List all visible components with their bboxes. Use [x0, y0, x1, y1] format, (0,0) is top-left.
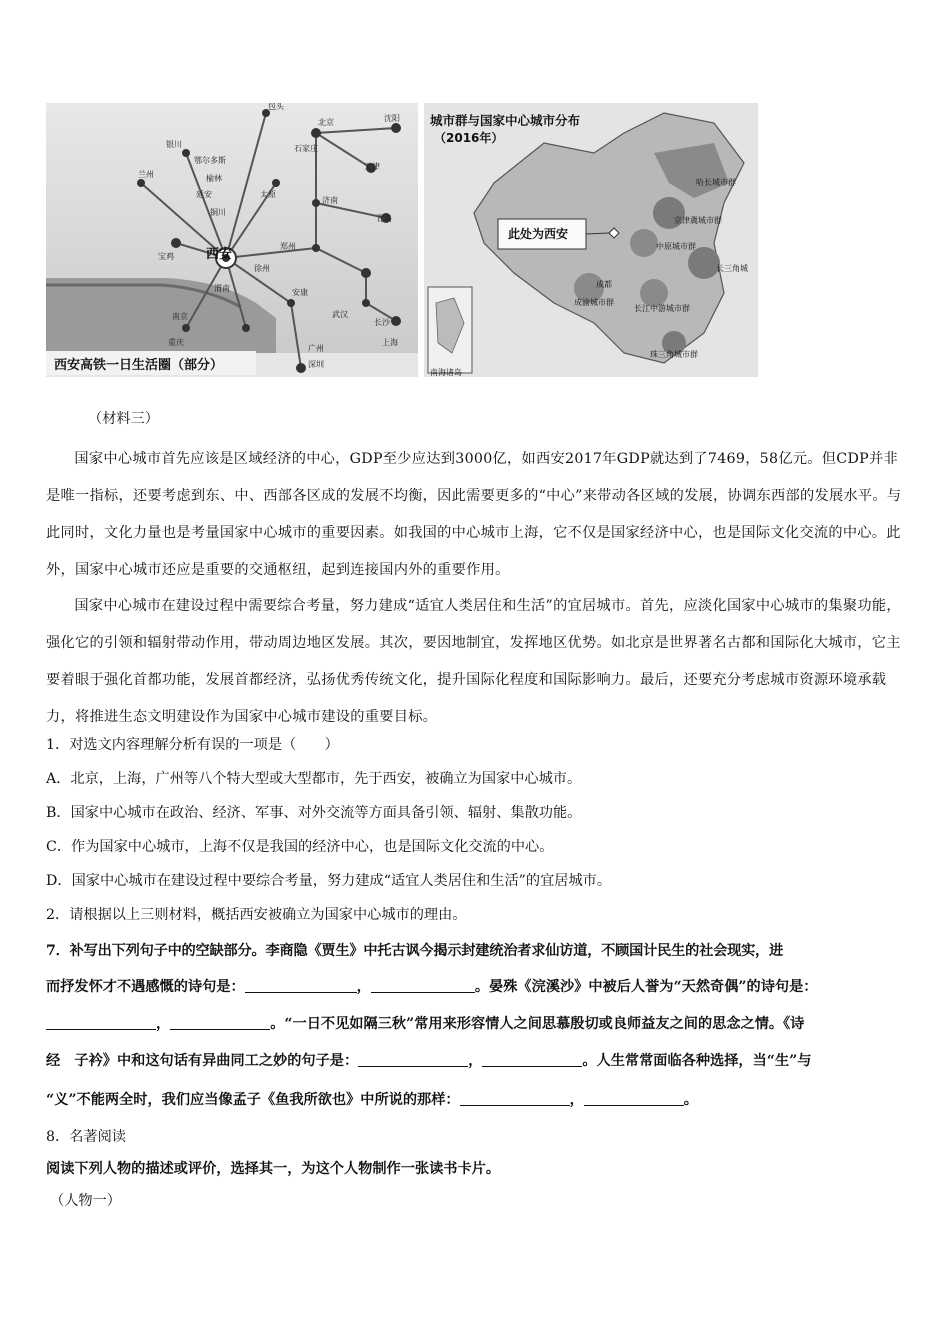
rail-map-city-label: 青岛	[376, 214, 392, 223]
rail-map-city-label: 上海	[382, 338, 398, 347]
rail-map-city-label: 深圳	[308, 360, 324, 369]
answer-blank-4[interactable]	[170, 1015, 270, 1030]
q7-prompt-3: 。“一日不见如隔三秋”常用来形容情人之间思慕殷切或良师益友之间的思念之情。《诗	[270, 1016, 805, 1032]
q8-subheading: （人物一）	[50, 1193, 121, 1209]
q8-instruction: 阅读下列人物的描述或评价，选择其一，为这个人物制作一张读书卡片。	[46, 1161, 501, 1177]
rail-map-city-label: 榆林	[206, 174, 222, 183]
rail-map-city-label: 安康	[292, 288, 308, 297]
answer-blank-2[interactable]	[371, 978, 475, 993]
rail-map-city-label: 沈阳	[384, 114, 400, 123]
map-region-label: 哈长城市群	[696, 178, 736, 187]
rail-map-city-label: 郑州	[280, 242, 296, 251]
answer-blank-3[interactable]	[46, 1015, 156, 1030]
answer-blank-8[interactable]	[584, 1091, 684, 1106]
q8-title: 8．名著阅读	[46, 1129, 126, 1145]
rail-map-city-label: 兰州	[138, 170, 154, 179]
rail-map-city-label: 重庆	[168, 338, 184, 347]
map-region-label: 南海诸岛	[430, 368, 462, 377]
paragraph-2: 国家中心城市在建设过程中需要综合考量，努力建成“适宜人类居住和生活”的宜居城市。首先，应淡化国家中心城市的集聚功能，强化它的引领和辐射带动作用，带动周边地区发展。其次，要因地制宜，发挥地区优势。如北京是世界著名古都和国际化大城市，它主要着眼于强化首都功能，发展首都经济，弘扬优秀传统文化，提升国际化程度和国际影响力。最后，还要充分考虑城市资源环境承载力，将推进生态文明建设作为国家中心城市建设的重要目标。	[46, 598, 901, 725]
map-region-label: 成渝城市群	[574, 298, 614, 307]
q1-option-c: C．作为国家中心城市，上海不仅是我国的经济中心，也是国际文化交流的中心。	[46, 839, 554, 855]
rail-map-city-label: 铜川	[210, 208, 226, 217]
rail-map-city-label: 长沙	[374, 318, 390, 327]
q7-prompt-1: 而抒发怀才不遇感慨的诗句是：	[46, 979, 245, 995]
comma: ，	[156, 1016, 171, 1032]
answer-blank-6[interactable]	[482, 1052, 582, 1067]
q7-prompt-5: 。人生常常面临各种选择，当“生”与	[582, 1053, 812, 1069]
center-city-label: 西安	[206, 247, 233, 262]
map-year: （2016年）	[434, 131, 504, 145]
rail-map-caption: 西安高铁一日生活圈（部分）	[54, 358, 224, 373]
answer-blank-1[interactable]	[245, 978, 357, 993]
period: 。	[683, 1092, 698, 1108]
map-region-label: 珠三角城市群	[650, 350, 698, 359]
paragraph-1: 国家中心城市首先应该是区域经济的中心，GDP至少应达到3000亿，如西安2017年GDP就达到了7469，58亿元。但CDP并非是唯一指标，还要考虑到东、中、西部各区成的发展不均衡，因此需要更多的“中心”来带动各区域的发展，协调东西部的发展水平。与此同时，文化力量也是考量国家中心城市的重要因素。如我国的中心城市上海，它不仅是国家经济中心，也是国际文化交流的中心。此外，国家中心城市还应是重要的交通枢纽，起到连接国内外的重要作用。	[46, 451, 902, 578]
rail-map-graphic	[46, 103, 418, 377]
rail-map-city-label: 宝鸡	[158, 252, 174, 261]
rail-map-city-label: 延安	[196, 190, 212, 199]
rail-map-city-label: 鄂尔多斯	[194, 156, 226, 165]
q7-line-1: 7．补写出下列句子中的空缺部分。李商隐《贾生》中托古讽今揭示封建统治者求仙访道，不顾国计民生的社会现实，进	[46, 943, 784, 959]
q7-prompt-2: 。晏殊《浣溪沙》中被后人誉为“天然奇偶”的诗句是：	[474, 979, 818, 995]
rail-map-city-label: 济南	[322, 196, 338, 205]
map-region-label: 中原城市群	[656, 242, 696, 251]
rail-map-figure	[46, 103, 418, 377]
map-region-label: 长江中游城市群	[634, 304, 690, 313]
rail-map-city-label: 石家庄	[294, 144, 318, 153]
rail-map-city-label: 太原	[260, 190, 276, 199]
map-region-label: 京津冀城市群	[674, 216, 722, 225]
map-region-label: 长三角城	[716, 264, 748, 273]
material-label: （材料三）	[88, 411, 159, 427]
q7-line-5	[46, 1089, 908, 1109]
comma: ，	[356, 979, 371, 995]
q1-stem: 1．对选文内容理解分析有误的一项是（ ）	[46, 737, 339, 753]
q2-stem: 2．请根据以上三则材料，概括西安被确立为国家中心城市的理由。	[46, 907, 467, 923]
rail-map-city-label: 北京	[318, 118, 334, 127]
q7-line-4	[46, 1050, 908, 1070]
rail-map-city-label: 天津	[364, 162, 380, 171]
rail-map-city-label: 徐州	[254, 264, 270, 273]
rail-map-city-label: 广州	[308, 344, 324, 353]
q1-option-a: A．北京，上海，广州等八个特大型或大型都市，先于西安，被确立为国家中心城市。	[46, 771, 582, 787]
rail-map-city-label: 武汉	[332, 310, 348, 319]
answer-blank-5[interactable]	[358, 1052, 468, 1067]
q7-prompt-6: “义”不能两全时，我们应当像孟子《鱼我所欲也》中所说的那样：	[46, 1092, 460, 1108]
rail-map-city-label: 渭南	[214, 284, 230, 293]
rail-map-city-label: 银川	[166, 140, 182, 149]
map-title: 城市群与国家中心城市分布	[430, 113, 581, 128]
xian-callout: 此处为西安	[508, 227, 569, 241]
q1-option-b: B．国家中心城市在政治、经济、军事、对外交流等方面具备引领、辐射、集散功能。	[46, 805, 582, 821]
q1-option-d: D．国家中心城市在建设过程中要综合考量，努力建成“适宜人类居住和生活”的宜居城市。	[46, 873, 612, 889]
rail-map-city-label: 包头	[268, 103, 284, 111]
city-cluster-map-figure	[424, 103, 758, 377]
map-region-label: 成都	[596, 280, 612, 289]
rail-map-city-label: 南京	[172, 312, 188, 321]
q7-line-3	[46, 1013, 908, 1033]
q7-prompt-4: 经 子衿》中和这句话有异曲同工之妙的句子是：	[46, 1053, 359, 1069]
q7-line-2	[46, 976, 908, 996]
comma: ，	[569, 1092, 584, 1108]
answer-blank-7[interactable]	[460, 1091, 570, 1106]
comma: ，	[468, 1053, 483, 1069]
